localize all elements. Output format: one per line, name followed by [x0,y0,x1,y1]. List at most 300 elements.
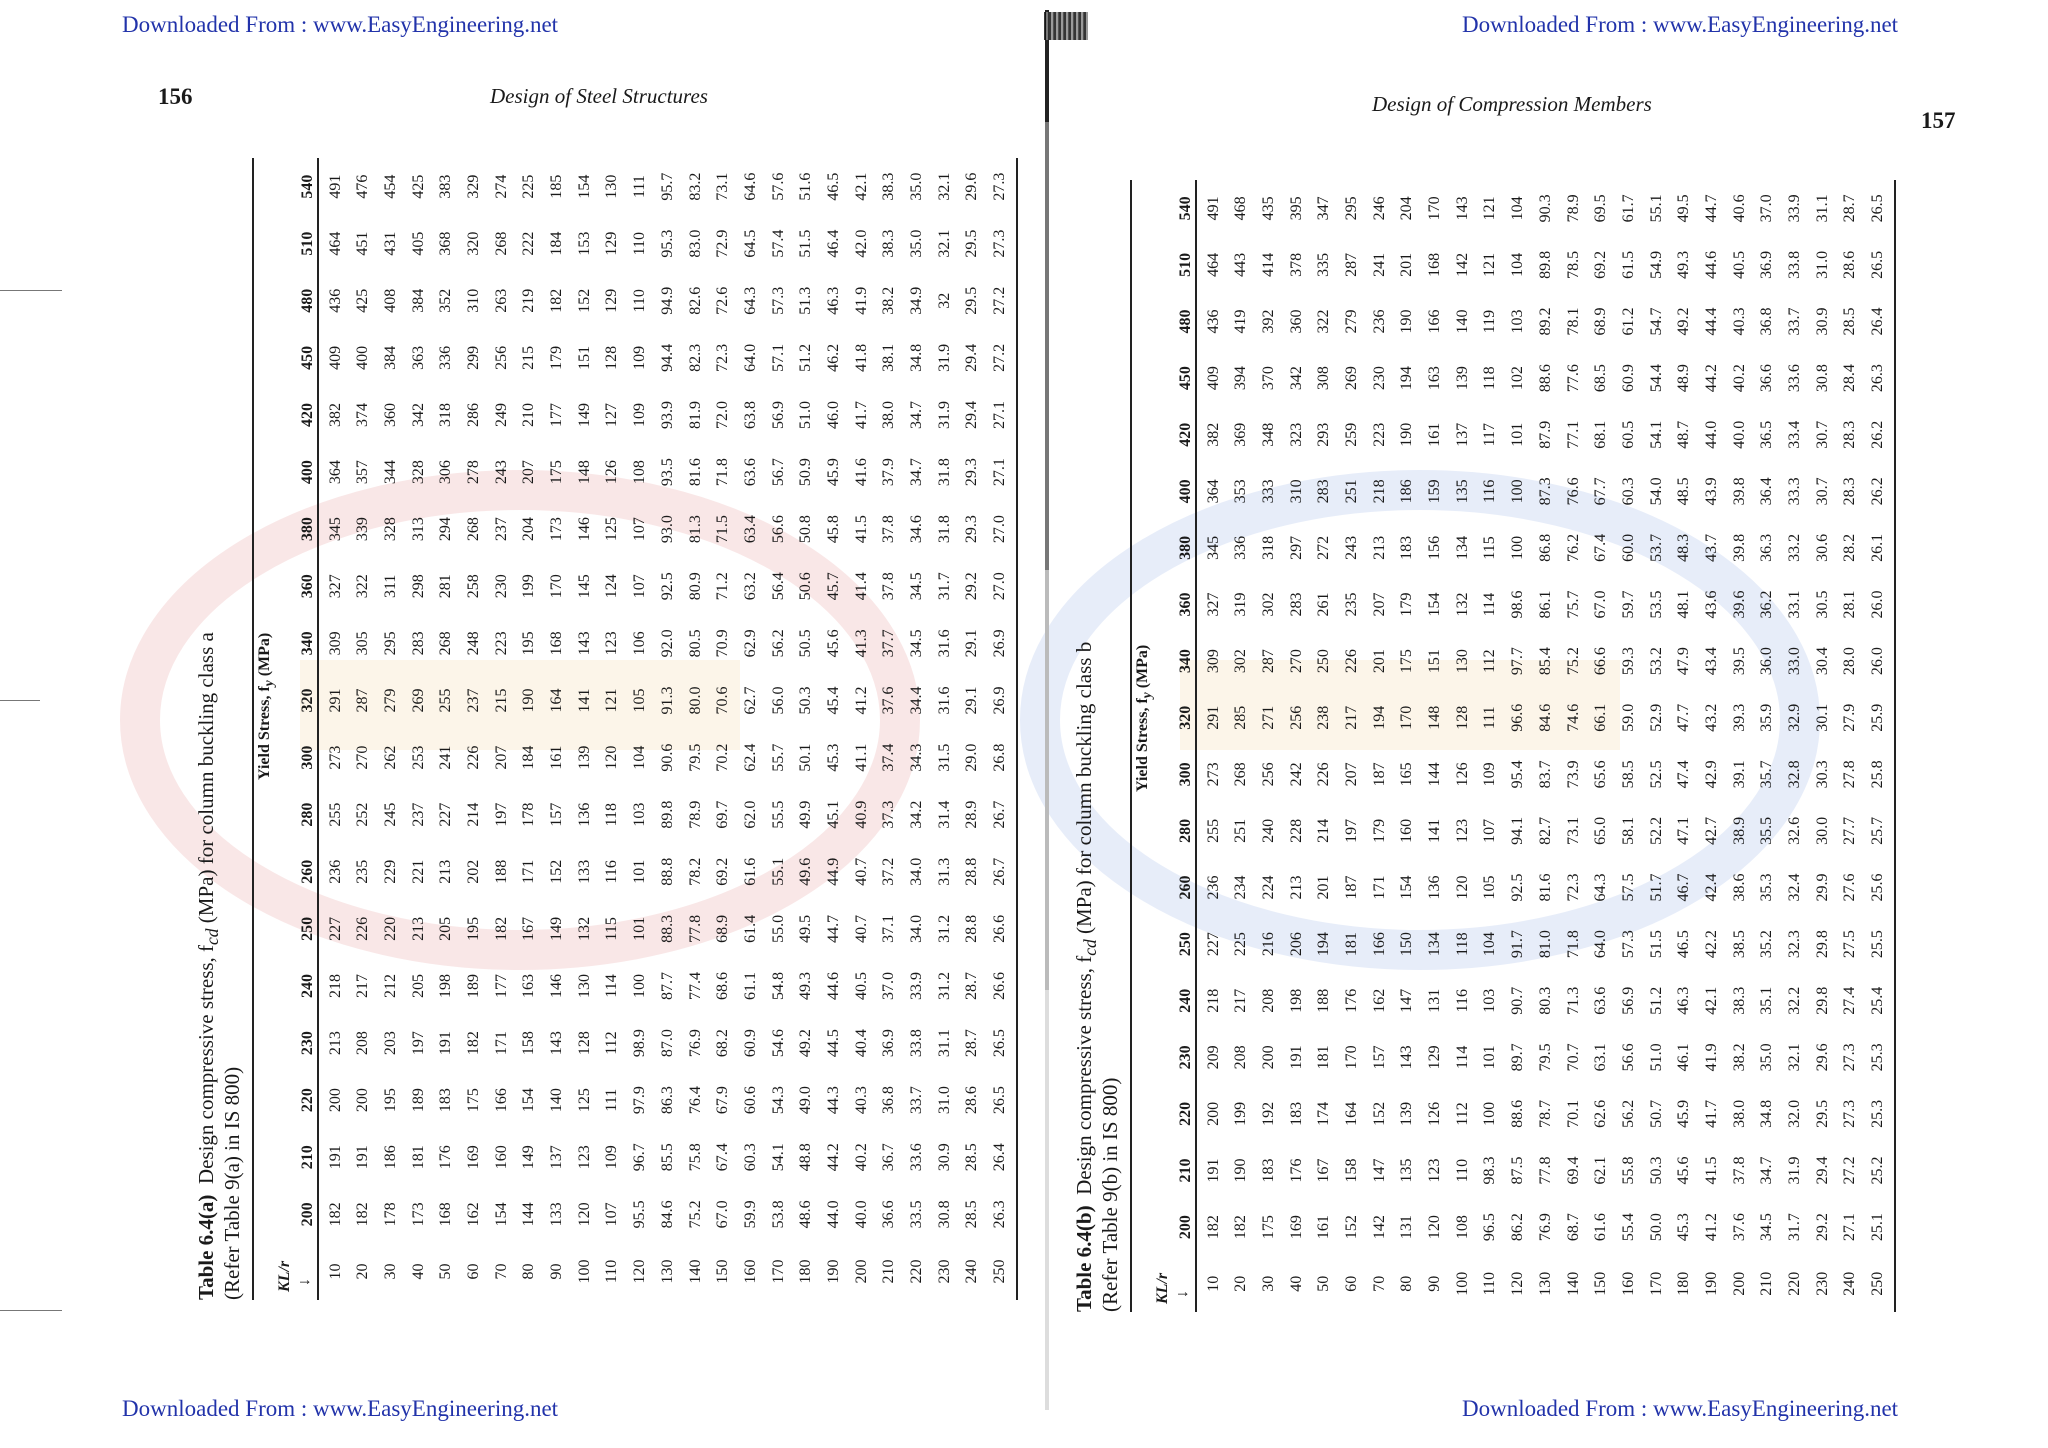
table-cell: 41.2 [852,686,870,715]
table-cell: 394 [1232,366,1250,391]
table-cell: 160 [492,1145,510,1170]
table-cell: 36.6 [880,1200,898,1229]
table-cell: 108 [1453,1215,1471,1240]
table-cell: 40.0 [1730,420,1748,449]
table-cell: 27.2 [991,343,1009,372]
table-cell: 78.9 [686,800,704,829]
table-cell: 36.8 [880,1086,898,1115]
table-cell: 53.5 [1647,590,1665,619]
table-cell: 43.2 [1702,703,1720,732]
table-cell: 44.4 [1702,307,1720,336]
table-cell: 71.8 [1564,930,1582,959]
klr-cell: 70 [1370,1275,1388,1292]
table-cell: 44.5 [824,1029,842,1058]
table-cell: 283 [1287,592,1305,617]
table-cell: 194 [1315,932,1333,957]
table-cell: 162 [1370,988,1388,1013]
table-cell: 28.8 [963,914,981,943]
table-cell: 40.6 [1730,194,1748,223]
table-cell: 38.2 [880,286,898,315]
table-cell: 322 [1315,309,1333,334]
table-cell: 213 [326,1031,344,1056]
table-cell: 166 [1370,932,1388,957]
table-cell: 120 [1453,875,1471,900]
table-cell: 40.3 [852,1086,870,1115]
table-cell: 56.7 [769,458,787,487]
table-cell: 116 [1453,989,1471,1013]
table-cell: 44.6 [824,971,842,1000]
margin-scan-line [0,1310,62,1311]
table-cell: 100 [1509,479,1527,504]
table-cell: 57.5 [1619,873,1637,902]
table-cell: 72.3 [1564,873,1582,902]
table-caption-text: Design compressive stress, f [194,944,218,1185]
table-cell: 61.7 [1619,194,1637,223]
table-cell: 34.8 [1758,1099,1776,1128]
table-cell: 26.1 [1869,533,1887,562]
table-cell: 42.1 [1702,986,1720,1015]
table-cell: 35.7 [1758,760,1776,789]
table-cell: 52.9 [1647,703,1665,732]
table-cell: 263 [492,288,510,313]
table-cell: 26.9 [991,686,1009,715]
table-cell: 149 [520,1145,538,1170]
table-cell: 59.7 [1619,590,1637,619]
klr-cell: 50 [1315,1275,1333,1292]
table-cell: 339 [354,517,372,542]
table-cell: 26.0 [1869,647,1887,676]
table-cell: 225 [520,174,538,199]
table-cell: 120 [575,1202,593,1227]
table-cell: 63.6 [1592,986,1610,1015]
table-cell: 48.5 [1675,477,1693,506]
table-cell: 61.1 [741,971,759,1000]
table-cell: 204 [1398,196,1416,221]
table-cell: 132 [1453,592,1471,617]
table-cell: 216 [1259,932,1277,957]
table-cell: 109 [603,1145,621,1170]
table-cell: 70.2 [714,743,732,772]
table-cell: 51.2 [1647,986,1665,1015]
table-cell: 27.3 [1841,1099,1859,1128]
table-cell: 107 [1481,818,1499,843]
table-cell: 67.7 [1592,477,1610,506]
table-cell: 67.0 [1592,590,1610,619]
table-cell: 234 [1232,875,1250,900]
table-cell: 38.0 [880,400,898,429]
table-cell: 256 [492,345,510,370]
table-cell: 123 [603,631,621,656]
table-cell: 227 [326,916,344,941]
table-cell: 83.7 [1536,760,1554,789]
table-cell: 144 [520,1202,538,1227]
table-cell: 44.0 [1702,420,1720,449]
table-cell: 121 [603,688,621,713]
table-cell: 143 [1453,196,1471,221]
table-cell: 56.9 [1619,986,1637,1015]
table-cell: 86.8 [1536,533,1554,562]
table-cell: 201 [1398,252,1416,277]
table-cell: 370 [1259,366,1277,391]
table-cell: 51.5 [797,229,815,258]
table-cell: 80.3 [1536,986,1554,1015]
table-cell: 54.1 [1647,420,1665,449]
table-cell: 101 [631,859,649,884]
table-cell: 104 [1509,252,1527,277]
table-cell: 29.3 [963,458,981,487]
table-cell: 60.9 [741,1029,759,1058]
table-cell: 177 [492,973,510,998]
table-cell: 50.3 [797,686,815,715]
table-caption-sub: cd [202,928,223,945]
table-cell: 84.6 [658,1200,676,1229]
table-cell: 215 [520,345,538,370]
table-cell: 182 [1232,1215,1250,1240]
table-cell: 148 [575,460,593,485]
table-cell: 251 [1232,818,1250,843]
table-cell: 81.3 [686,515,704,544]
table-cell: 63.4 [741,515,759,544]
table-cell: 68.1 [1592,420,1610,449]
table-cell: 171 [520,859,538,884]
table-cell: 36.3 [1758,533,1776,562]
table-cell: 352 [437,288,455,313]
table-cell: 45.7 [824,572,842,601]
table-cell: 29.5 [1813,1099,1831,1128]
table-cell: 56.6 [1619,1043,1637,1072]
table-cell: 168 [548,631,566,656]
table-caption-tail: (MPa) for column buckling class a [194,632,218,929]
table-cell: 36.7 [880,1143,898,1172]
table-cell: 270 [354,745,372,770]
table-cell: 27.0 [991,515,1009,544]
fy-header-cell: 540 [1176,196,1194,221]
table-cell: 27.1 [1841,1213,1859,1242]
table-cell: 31.7 [935,572,953,601]
table-cell: 451 [354,231,372,256]
table-cell: 40.2 [1730,364,1748,393]
table-cell: 335 [1315,252,1333,277]
table-cell: 133 [548,1202,566,1227]
table-cell: 80.5 [686,629,704,658]
table-cell: 384 [409,288,427,313]
fy-header-cell: 400 [1176,479,1194,504]
table-cell: 208 [1259,988,1277,1013]
table-cell: 69.5 [1592,194,1610,223]
table-cell: 41.5 [1702,1156,1720,1185]
table-cell: 30.4 [1813,647,1831,676]
table-cell: 117 [1481,423,1499,447]
table-cell: 197 [1342,818,1360,843]
table-cell: 32.9 [1786,703,1804,732]
table-cell: 235 [1342,592,1360,617]
table-cell: 51.7 [1647,873,1665,902]
table-cell: 41.4 [852,572,870,601]
table-cell: 71.2 [714,572,732,601]
table-cell: 93.9 [658,400,676,429]
table-cell: 135 [1453,479,1471,504]
table-cell: 89.7 [1509,1043,1527,1072]
table-cell: 279 [381,688,399,713]
table-cell: 378 [1287,252,1305,277]
table-cell: 109 [631,402,649,427]
table-cell: 32.4 [1786,873,1804,902]
table-cell: 58.5 [1619,760,1637,789]
table-cell: 76.4 [686,1086,704,1115]
table-cell: 170 [1398,705,1416,730]
table-cell: 105 [631,688,649,713]
table-cell: 41.6 [852,458,870,487]
table-cell: 222 [520,231,538,256]
table-cell: 28.3 [1841,420,1859,449]
table-cell: 200 [1259,1045,1277,1070]
table-cell: 203 [381,1031,399,1056]
table-cell: 81.6 [686,458,704,487]
table-cell: 149 [548,916,566,941]
table-cell: 168 [1426,252,1444,277]
table-cell: 36.9 [1758,250,1776,279]
table-cell: 348 [1259,422,1277,447]
table-cell: 198 [437,973,455,998]
table-cell: 186 [381,1145,399,1170]
table-cell: 82.7 [1536,816,1554,845]
table-cell: 97.9 [631,1086,649,1115]
table-cell: 25.3 [1869,1099,1887,1128]
table-cell: 36.5 [1758,420,1776,449]
table-cell: 54.8 [769,971,787,1000]
table-cell: 250 [1315,649,1333,674]
table-cell: 95.7 [658,172,676,201]
table-cell: 170 [1342,1045,1360,1070]
table-cell: 97.7 [1509,647,1527,676]
table-cell: 103 [1481,988,1499,1013]
table-cell: 189 [464,973,482,998]
margin-scan-line [0,290,62,291]
table-cell: 38.5 [1730,930,1748,959]
table-cell: 62.4 [741,743,759,772]
table-cell: 91.7 [1509,930,1527,959]
table-cell: 36.4 [1758,477,1776,506]
table-cell: 287 [1259,649,1277,674]
table-cell: 36.2 [1758,590,1776,619]
table-cell: 26.5 [991,1029,1009,1058]
table-cell: 226 [464,745,482,770]
table-cell: 181 [409,1145,427,1170]
table-cell: 281 [437,574,455,599]
table-cell: 142 [1370,1215,1388,1240]
table-cell: 197 [409,1031,427,1056]
table-cell: 194 [1370,705,1388,730]
table-cell: 29.4 [963,343,981,372]
table-cell: 142 [1453,252,1471,277]
table-cell: 140 [1453,309,1471,334]
table-cell: 28.7 [963,971,981,1000]
table-cell: 130 [575,973,593,998]
table-cell: 114 [603,974,621,998]
table-cell: 36.0 [1758,647,1776,676]
fy-header-cell: 300 [298,745,316,770]
table-cell: 161 [1315,1215,1333,1240]
table-caption-label: Table 6.4(b) [1072,1205,1096,1312]
table-cell: 25.6 [1869,873,1887,902]
table-cell: 157 [1370,1045,1388,1070]
table-cell: 33.6 [1786,364,1804,393]
table-cell: 62.9 [741,629,759,658]
table-cell: 26.6 [991,971,1009,1000]
table-cell: 31.6 [935,629,953,658]
table-cell: 224 [1259,875,1277,900]
table-cell: 33.0 [1786,647,1804,676]
table-cell: 96.6 [1509,703,1527,732]
table-cell: 182 [492,916,510,941]
table-cell: 48.1 [1675,590,1693,619]
table-cell: 89.2 [1536,307,1554,336]
table-cell: 136 [575,802,593,827]
table-cell: 242 [1287,762,1305,787]
table-cell: 320 [464,231,482,256]
table-cell: 333 [1259,479,1277,504]
table-cell: 52.2 [1647,816,1665,845]
table-cell: 87.0 [658,1029,676,1058]
table-cell: 135 [1398,1158,1416,1183]
table-cell: 36.8 [1758,307,1776,336]
table-cell: 31.8 [935,458,953,487]
table-cell: 237 [409,802,427,827]
klr-cell: 100 [575,1259,593,1284]
download-banner-top-right: Downloaded From : www.EasyEngineering.net [1462,12,1899,37]
klr-cell: 100 [1453,1271,1471,1296]
table-cell: 34.9 [908,286,926,315]
table-cell: 104 [1509,196,1527,221]
table-cell: 64.3 [1592,873,1610,902]
table-cell: 218 [326,973,344,998]
klr-cell: 160 [741,1259,759,1284]
table-cell: 200 [354,1088,372,1113]
table-cell: 270 [1287,649,1305,674]
table-cell: 27.2 [1841,1156,1859,1185]
table-cell: 63.1 [1592,1043,1610,1072]
table-cell: 468 [1232,196,1250,221]
table-cell: 104 [1481,932,1499,957]
fy-header-cell: 240 [298,973,316,998]
table-cell: 175 [464,1088,482,1113]
table-cell: 76.9 [686,1029,704,1058]
fy-header-cell: 340 [1176,649,1194,674]
table-cell: 25.1 [1869,1213,1887,1242]
table-cell: 287 [1342,252,1360,277]
table-cell: 86.2 [1509,1213,1527,1242]
table-cell: 47.7 [1675,703,1693,732]
table-cell: 46.2 [824,343,842,372]
table-cell: 123 [1426,1158,1444,1183]
table-cell: 50.3 [1647,1156,1665,1185]
table-cell: 310 [464,288,482,313]
table-cell: 243 [1342,535,1360,560]
table-cell: 57.6 [769,172,787,201]
table-cell: 34.5 [908,629,926,658]
table-cell: 268 [437,631,455,656]
table-cell: 209 [1204,1045,1222,1070]
table-cell: 44.6 [1702,250,1720,279]
table-cell: 54.0 [1647,477,1665,506]
table-cell: 124 [603,574,621,599]
book-gutter [1045,10,1049,1410]
table-cell: 272 [1315,535,1333,560]
table-cell: 215 [492,688,510,713]
table-cell: 329 [464,174,482,199]
table-cell: 50.5 [797,629,815,658]
table-cell: 33.1 [1786,590,1804,619]
table-cell: 57.1 [769,343,787,372]
table-cell: 29.4 [963,400,981,429]
table-cell: 60.6 [741,1086,759,1115]
table-cell: 78.2 [686,857,704,886]
table-cell: 183 [1259,1158,1277,1183]
table-caption [194,632,223,1300]
table-cell: 188 [492,859,510,884]
klr-cell: 120 [631,1259,649,1284]
table-cell: 67.4 [714,1143,732,1172]
table-cell: 109 [1481,762,1499,787]
table-cell: 164 [1342,1101,1360,1126]
table-cell: 105 [1481,875,1499,900]
table-cell: 310 [1287,479,1305,504]
table-cell: 59.3 [1619,647,1637,676]
table-cell: 207 [1342,762,1360,787]
table-cell: 53.7 [1647,533,1665,562]
table-cell: 176 [437,1145,455,1170]
table-cell: 26.5 [1869,250,1887,279]
table-cell: 40.9 [852,800,870,829]
table-cell: 174 [1315,1101,1333,1126]
table-cell: 212 [381,973,399,998]
table-cell: 30.8 [1813,364,1831,393]
table-cell: 476 [354,174,372,199]
table-cell: 87.3 [1536,477,1554,506]
table-cell: 75.2 [1564,647,1582,676]
table-cell: 126 [603,460,621,485]
table-cell: 205 [409,973,427,998]
fy-header-cell: 220 [1176,1101,1194,1126]
table-cell: 103 [631,802,649,827]
table-cell: 145 [575,574,593,599]
table-cell: 190 [1398,422,1416,447]
table-cell: 133 [575,859,593,884]
table-cell: 129 [603,231,621,256]
table-cell: 29.8 [1813,930,1831,959]
table-cell: 41.9 [852,286,870,315]
table-cell: 67.4 [1592,533,1610,562]
klr-cell: 200 [1730,1271,1748,1296]
left-running-head: Design of Steel Structures [490,84,708,108]
klr-cell: 70 [492,1263,510,1280]
table-cell: 198 [1287,988,1305,1013]
klr-header: KL/r [1154,1272,1171,1304]
table-cell: 38.2 [1730,1043,1748,1072]
table-cell: 409 [1204,366,1222,391]
table-cell: 33.8 [908,1029,926,1058]
klr-cell: 80 [1398,1275,1416,1292]
table-cell: 29.1 [963,686,981,715]
table-cell: 29.2 [1813,1213,1831,1242]
klr-cell: 190 [1702,1271,1720,1296]
table-cell: 31.5 [935,743,953,772]
table-cell: 59.9 [741,1200,759,1229]
table-cell: 92.5 [1509,873,1527,902]
table-cell: 37.8 [880,515,898,544]
table-cell: 95.4 [1509,760,1527,789]
table-cell: 56.2 [769,629,787,658]
